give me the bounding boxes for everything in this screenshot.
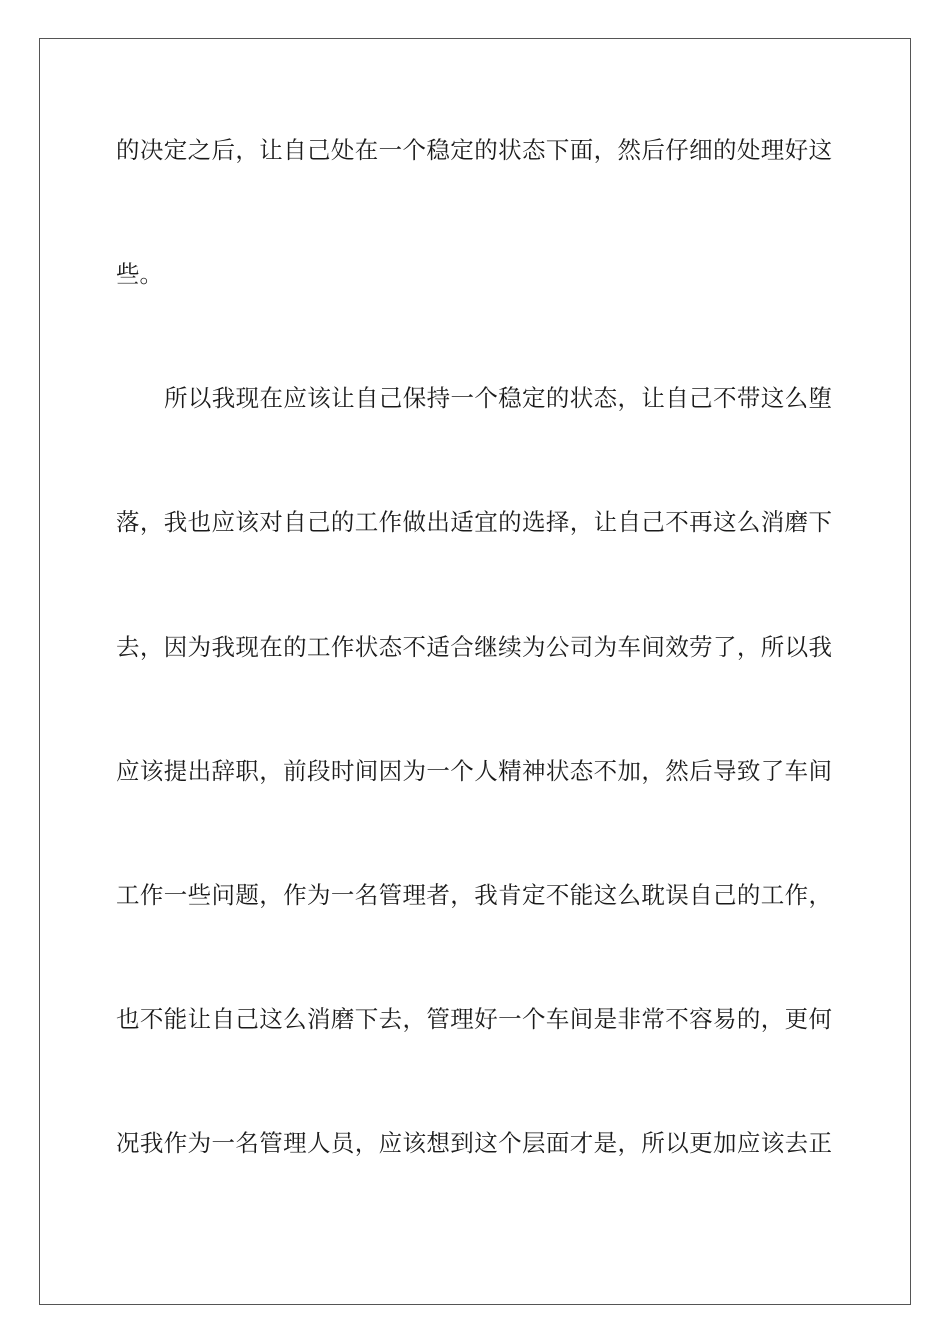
text-line-4: 落，我也应该对自己的工作做出适宜的选择，让自己不再这么消磨下 bbox=[116, 508, 832, 536]
text-line-5: 去，因为我现在的工作状态不适合继续为公司为车间效劳了，所以我 bbox=[116, 633, 832, 661]
text-line-7: 工作一些问题，作为一名管理者，我肯定不能这么耽误自己的工作， bbox=[116, 881, 832, 909]
text-line-3: 所以我现在应该让自己保持一个稳定的状态，让自己不带这么堕 bbox=[164, 384, 832, 412]
text-line-2: 些。 bbox=[116, 260, 163, 288]
text-line-8: 也不能让自己这么消磨下去，管理好一个车间是非常不容易的，更何 bbox=[116, 1005, 832, 1033]
text-line-6: 应该提出辞职，前段时间因为一个人精神状态不加，然后导致了车间 bbox=[116, 757, 832, 785]
text-line-9: 况我作为一名管理人员，应该想到这个层面才是，所以更加应该去正 bbox=[116, 1129, 832, 1157]
text-line-1: 的决定之后，让自己处在一个稳定的状态下面，然后仔细的处理好这 bbox=[116, 136, 832, 164]
page-frame bbox=[39, 38, 911, 1305]
